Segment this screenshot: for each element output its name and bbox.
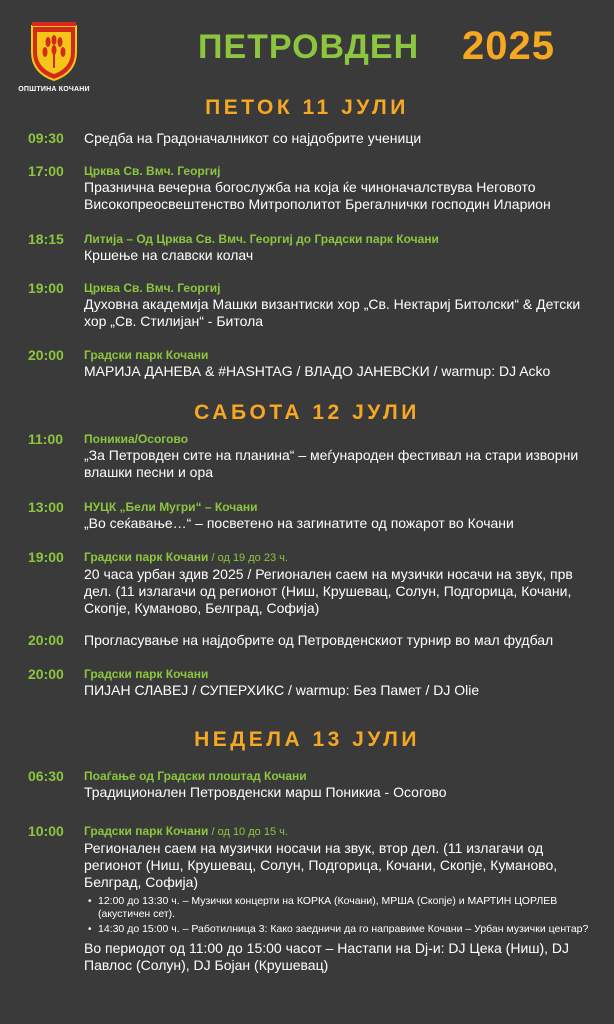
event-description: Кршење на славски колач bbox=[84, 247, 254, 263]
event-description: Традиционален Петровденски марш Поникиа - Осогово bbox=[84, 784, 447, 800]
sub-event-item: • 12:00 до 13:30 ч. – Музички концерти на КОРКА (Кочани), МРША (Скопје) и МАРТИН ЦОРЛЕВ (акустичен сет). bbox=[98, 895, 589, 921]
event-description: „За Петровден сите на планина“ – меѓународен фестивал на стари изворни влашки песни и ора bbox=[84, 447, 579, 480]
event-hours-note: / од 19 до 23 ч. bbox=[208, 552, 288, 564]
event-description: Регионален саем на музички носачи на звук, втор дел. (11 излагачи од регионот (Ниш, Крушевац, Солун, Подгорица, Кочани, Скопје, Куманово, Белград, Софија) bbox=[84, 840, 558, 890]
event-description: Празнична вечерна богослужба на која ќе чиноначалствува Неговото Високопреосвештенство Митрополитот Брегалнички господин Иларион bbox=[84, 179, 551, 212]
event-time: 20:00 bbox=[28, 632, 64, 648]
event-location-name: Градски парк Кочани bbox=[84, 824, 209, 838]
event-time: 18:15 bbox=[28, 231, 64, 247]
event-time: 17:00 bbox=[28, 163, 64, 179]
event-time: 19:00 bbox=[28, 280, 64, 296]
event-location: Градски парк Кочани bbox=[84, 667, 209, 681]
event-title: ПЕТРОВДЕН bbox=[198, 28, 420, 66]
event-location: Градски парк Кочани bbox=[84, 348, 209, 362]
event-description: 20 часа урбан здив 2025 / Регионален саем на музички носачи на звук, прв дел. (11 излагачи од регионот (Ниш, Крушевац, Солун, Подгорица, Кочани, Скопје, Куманово, Белград, Софија) bbox=[84, 566, 573, 616]
event-time: 10:00 bbox=[28, 823, 64, 839]
event-location bbox=[84, 823, 589, 840]
event-time: 13:00 bbox=[28, 499, 64, 515]
sub-event-item: • 14:30 до 15:00 ч. – Работилница 3: Како заедничи да го направиме Кочани – Урбан музички центар? bbox=[98, 923, 589, 936]
event-time: 20:00 bbox=[28, 347, 64, 363]
event-description: Средба на Градоначалникот со најдобрите ученици bbox=[84, 130, 422, 146]
event-description: МАРИЈА ДАНЕВА & #HASHTAG / ВЛАДО ЈАНЕВСКИ / warmup: DJ Acko bbox=[84, 363, 551, 379]
event-time: 19:00 bbox=[28, 549, 64, 565]
day-heading-friday: ПЕТОК 11 ЈУЛИ bbox=[205, 96, 409, 119]
event-description-extra: Во периодот од 11:00 до 15:00 часот – Настапи на Dj-и: DJ Цека (Ниш), DJ Павлос (Солун), DJ Бојан (Крушевац) bbox=[84, 940, 570, 973]
event-description: Духовна академија Машки византиски хор „Св. Нектариј Битолски“ & Детски хор „Св. Стилијан“ - Битола bbox=[84, 296, 581, 329]
day-heading-sunday: НЕДЕЛА 13 ЈУЛИ bbox=[194, 728, 420, 751]
event-location: Црква Св. Вмч. Георгиј bbox=[84, 164, 221, 178]
municipality-coat-of-arms-icon bbox=[28, 22, 80, 82]
event-description: „Во сеќавање…“ – посветено на загинатите од пожарот во Кочани bbox=[84, 515, 514, 531]
event-year: 2025 bbox=[462, 24, 555, 68]
day-heading-saturday: САБОТА 12 ЈУЛИ bbox=[194, 401, 420, 424]
event-location bbox=[84, 549, 589, 566]
event-location-name: Градски парк Кочани bbox=[84, 550, 209, 564]
event-description: Прогласување на најдобрите од Петровденскиот турнир во мал фудбал bbox=[84, 632, 554, 648]
sub-event-list bbox=[84, 895, 589, 936]
event-time: 20:00 bbox=[28, 666, 64, 682]
event-location: Литија – Од Црква Св. Вмч. Георгиј до Градски парк Кочани bbox=[84, 232, 439, 246]
event-location: Поникиа/Осогово bbox=[84, 432, 189, 446]
event-time: 11:00 bbox=[28, 431, 64, 447]
event-location: Црква Св. Вмч. Георгиј bbox=[84, 281, 221, 295]
event-location: Поаѓање од Градски плоштад Кочани bbox=[84, 769, 307, 783]
poster-header bbox=[0, 0, 614, 100]
event-location: НУЦК „Бели Мугри“ – Кочани bbox=[84, 500, 258, 514]
event-time: 06:30 bbox=[28, 768, 64, 784]
logo-caption: ОПШТИНА КОЧАНИ bbox=[18, 86, 90, 93]
event-description: ПИЈАН СЛАВЕЈ / СУПЕРХИКС / warmup: Без Памет / DJ Olie bbox=[84, 682, 480, 698]
event-time: 09:30 bbox=[28, 130, 64, 146]
event-hours-note: / од 10 до 15 ч. bbox=[208, 826, 288, 838]
